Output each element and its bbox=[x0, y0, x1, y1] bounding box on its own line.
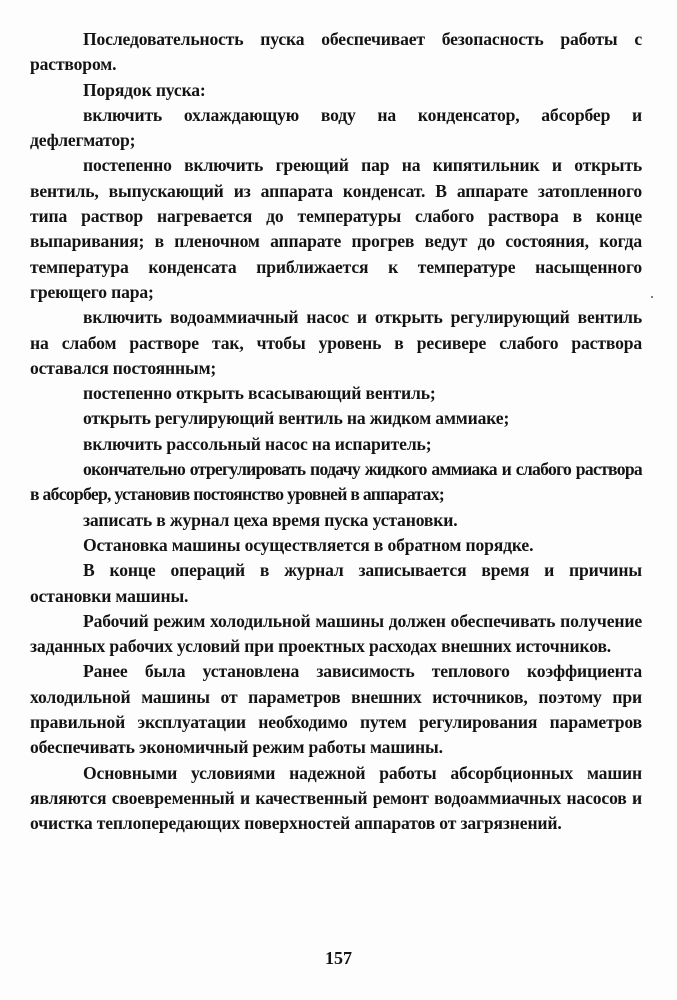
paragraph-step-heating-steam: постепенно включить греющий пар на кипятильник и открыть вентиль, выпускающий из аппарата конденсат. В аппарате затопленного типа раствор нагревается до температуры слабого раствора в конце выпаривания; в пленочном аппарате прогрев ведут до состояния, когда температура конденсата приближается к температуре насыщенного греющего пара; bbox=[30, 155, 642, 302]
paragraph-operating-mode: Рабочий режим холодильной машины должен обеспечивать получение заданных рабочих условий при проектных расходах внешних источников. bbox=[30, 610, 642, 657]
scan-speck bbox=[651, 296, 653, 298]
body-text bbox=[30, 27, 642, 837]
paragraph-step-ammonia-pump: включить водоаммиачный насос и открыть регулирующий вентиль на слабом растворе так, чтобы уровень в ресивере слабого раствора оставался постоянным; bbox=[30, 307, 642, 378]
paragraph-step-cooling-water: включить охлаждающую воду на конденсатор, абсорбер и дефлегматор; bbox=[30, 104, 642, 151]
paragraph-step-final-adjustment: окончательно отрегулировать подачу жидкого аммиака и слабого раствора в абсорбер, установив постоянство уровней в аппаратах; bbox=[30, 459, 642, 505]
page-number: 157 bbox=[325, 948, 352, 968]
paragraph-step-liquid-ammonia-valve: открыть регулирующий вентиль на жидком аммиаке; bbox=[83, 408, 510, 429]
paragraph-shutdown-order: Остановка машины осуществляется в обратном порядке. bbox=[83, 534, 534, 555]
paragraph-reliability-conditions: Основными условиями надежной работы абсорбционных машин являются своевременный и качественный ремонт водоаммиачных насосов и очистка теплопередающих поверхностей аппаратов от загрязнений. bbox=[30, 762, 642, 834]
paragraph-shutdown-log: В конце операций в журнал записывается время и причины остановки машины. bbox=[30, 560, 642, 606]
paragraph-step-suction-valve: постепенно открыть всасывающий вентиль; bbox=[83, 383, 436, 404]
paragraph-step-log-entry: записать в журнал цеха время пуска установки. bbox=[83, 509, 458, 530]
paragraph-step-brine-pump: включить рассольный насос на испаритель; bbox=[83, 433, 432, 454]
paragraph-heat-coefficient: Ранее была установлена зависимость теплового коэффициента холодильной машины от параметров внешних источников, поэтому при правильной эксплуатации необходимо путем регулирования параметров обеспечивать экономичный режим работы машины. bbox=[30, 661, 642, 758]
paragraph-startup-safety: Последовательность пуска обеспечивает безопасность работы с раствором. bbox=[30, 29, 642, 75]
paragraph-startup-order-heading: Порядок пуска: bbox=[83, 79, 206, 100]
